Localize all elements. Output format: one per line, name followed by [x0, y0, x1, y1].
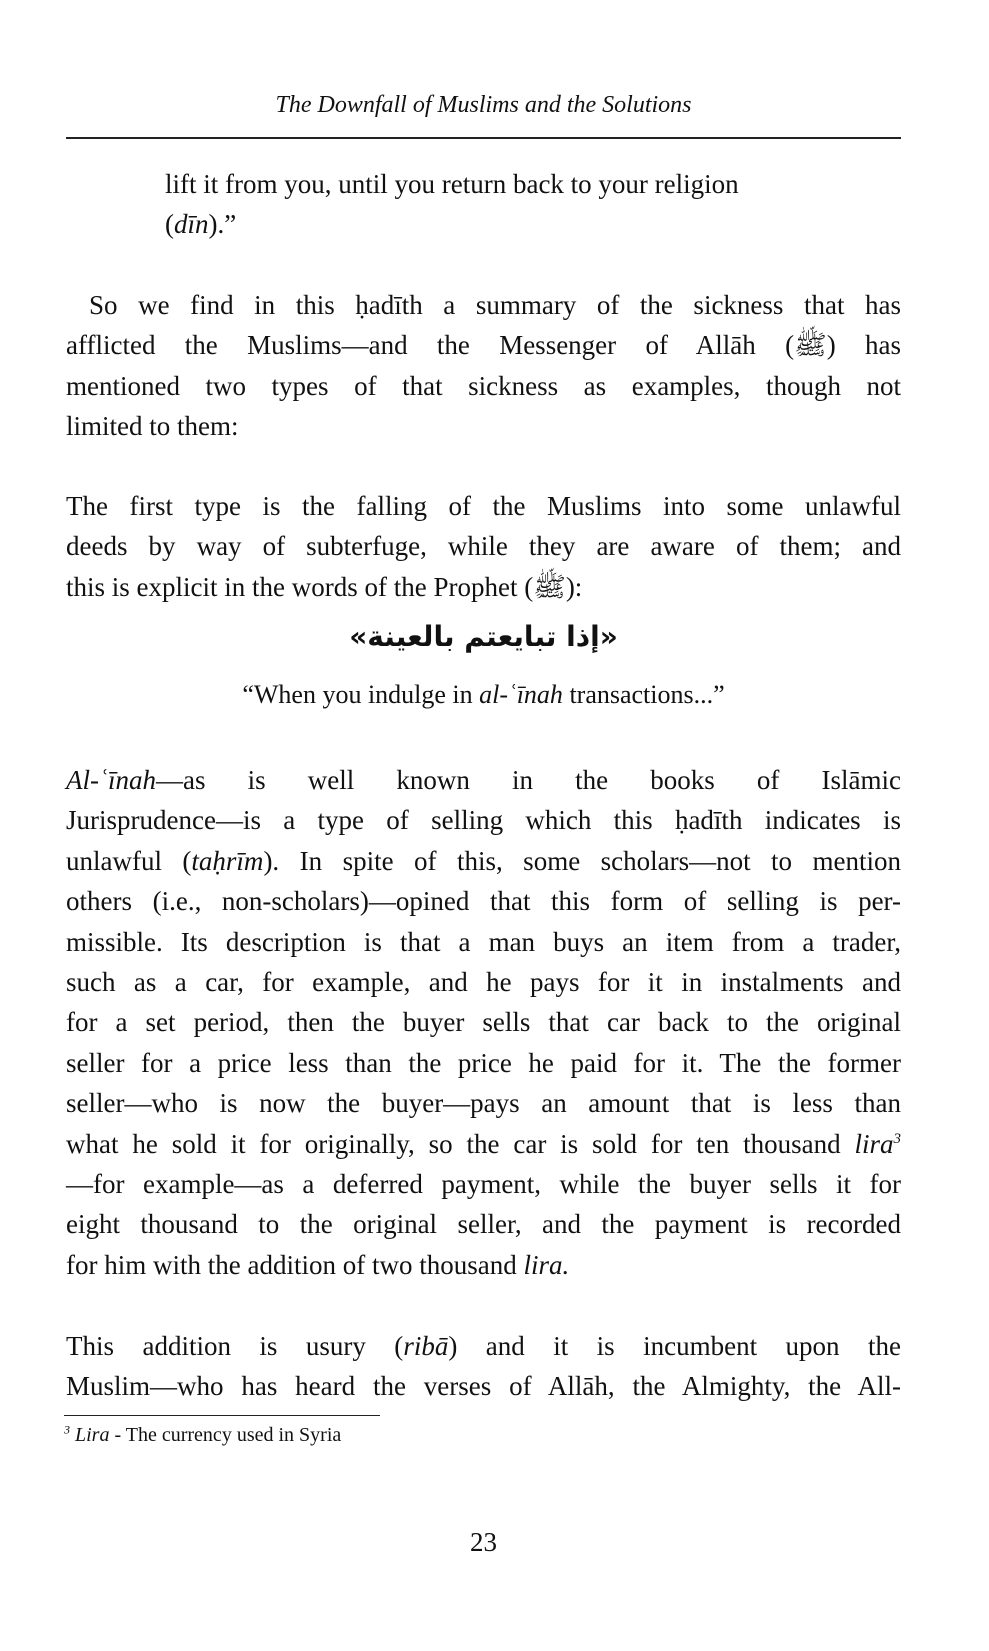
- translation-text: transactions...”: [562, 680, 725, 709]
- footnote: [64, 1424, 341, 1447]
- text-line: [66, 881, 901, 921]
- body-paragraph: [66, 1326, 901, 1407]
- text-run: —for example—as a deferred payment, while the buyer sells it for: [66, 1168, 901, 1199]
- text-line: [66, 406, 901, 446]
- text-run: The first type is the falling of the Muslims into some unlawful: [66, 491, 901, 521]
- text-line: [66, 366, 901, 406]
- text-line: [66, 841, 901, 881]
- italic-term: lira.: [523, 1249, 570, 1280]
- text-run: Jurisprudence—is a type of selling which this ḥadīth indicates is: [66, 805, 901, 836]
- text-run: for him with the addition of two thousand: [66, 1249, 524, 1280]
- text-run: limited to them:: [66, 411, 239, 442]
- text-line: [66, 526, 901, 566]
- text-line: [66, 1366, 901, 1406]
- text-line: [66, 1204, 901, 1244]
- text-line: [66, 486, 901, 526]
- text-line: [66, 922, 901, 962]
- italic-term: ribā: [403, 1331, 449, 1361]
- text-run: (: [165, 209, 174, 240]
- text-run: ). In spite of this, some scholars—not to mention: [263, 845, 901, 876]
- text-run: eight thousand to the original seller, and the payment is recorded: [66, 1209, 901, 1240]
- italic-term: taḥrīm: [191, 845, 264, 876]
- text-line: [66, 1002, 901, 1042]
- text-line: [66, 800, 901, 840]
- body-paragraph: [66, 760, 901, 1285]
- text-run: So we find in this ḥadīth a summary of the sickness that has: [89, 290, 901, 320]
- text-run: such as a car, for example, and he pays for it in instalments and: [66, 966, 901, 997]
- text-run: —as is well known in the books of Islāmic: [155, 765, 901, 795]
- hadith-arabic: «إذا تبايعتم بالعينة»: [349, 620, 618, 653]
- italic-term: Al-ʿīnah: [66, 765, 156, 795]
- translation-text: “When you indulge in: [242, 680, 480, 709]
- text-run: This addition is usury (: [66, 1331, 404, 1361]
- footnote-reference: 3: [893, 1130, 901, 1147]
- footnote-text: - The currency used in Syria: [109, 1424, 342, 1446]
- text-line: [66, 1164, 901, 1204]
- text-line: [66, 1245, 901, 1285]
- text-run: seller—who is now the buyer—pays an amount that is less than: [66, 1088, 901, 1119]
- text-run: others (i.e., non-scholars)—opined that this form of selling is per-: [66, 886, 901, 917]
- text-run: missible. Its description is that a man buys an item from a trader,: [66, 926, 901, 957]
- text-line: [66, 962, 901, 1002]
- text-line: [66, 325, 901, 365]
- body-paragraph: [66, 285, 901, 447]
- footnote-rule: [64, 1415, 380, 1416]
- text-run: for a set period, then the buyer sells that car back to the original: [66, 1007, 901, 1038]
- text-run: this is explicit in the words of the Prophet (ﷺ):: [66, 571, 583, 602]
- text-line: [66, 760, 901, 800]
- text-run: mentioned two types of that sickness as examples, though not: [66, 370, 901, 401]
- text-line: [66, 1326, 901, 1366]
- text-run: Muslim—who has heard the verses of Allāh, the Almighty, the All-: [66, 1371, 901, 1402]
- text-run: ).”: [208, 209, 237, 240]
- text-run: deeds by way of subterfuge, while they are aware of them; and: [66, 531, 901, 562]
- running-header: The Downfall of Muslims and the Solutions: [275, 92, 692, 118]
- text-run: afflicted the Muslims—and the Messenger of Allāh (ﷺ) has: [66, 330, 901, 361]
- body-paragraph: [66, 486, 901, 607]
- hadith-translation: [66, 680, 901, 710]
- text-line: [66, 1124, 901, 1164]
- text-run: seller for a price less than the price he paid for it. The the former: [66, 1047, 901, 1078]
- footnote-marker: 3: [64, 1422, 70, 1437]
- text-run: ) and it is incumbent upon the: [448, 1331, 901, 1361]
- text-line: [165, 204, 989, 244]
- text-line: [66, 285, 901, 325]
- footnote-term: Lira: [75, 1424, 110, 1446]
- header-rule: [66, 137, 901, 139]
- text-line: [66, 1083, 901, 1123]
- quote-continuation-paragraph: [165, 164, 989, 245]
- text-line: [66, 567, 901, 607]
- translation-term: al-ʿīnah: [479, 680, 563, 709]
- italic-term: lira: [854, 1128, 894, 1159]
- text-run: lift it from you, until you return back to your religion: [165, 169, 739, 199]
- text-line: [66, 1043, 901, 1083]
- page-number: 23: [470, 1527, 497, 1557]
- text-line: [165, 164, 989, 204]
- text-run: what he sold it for originally, so the car is sold for ten thousand: [66, 1128, 855, 1159]
- text-run: unlawful (: [66, 845, 192, 876]
- italic-term: dīn: [174, 209, 209, 240]
